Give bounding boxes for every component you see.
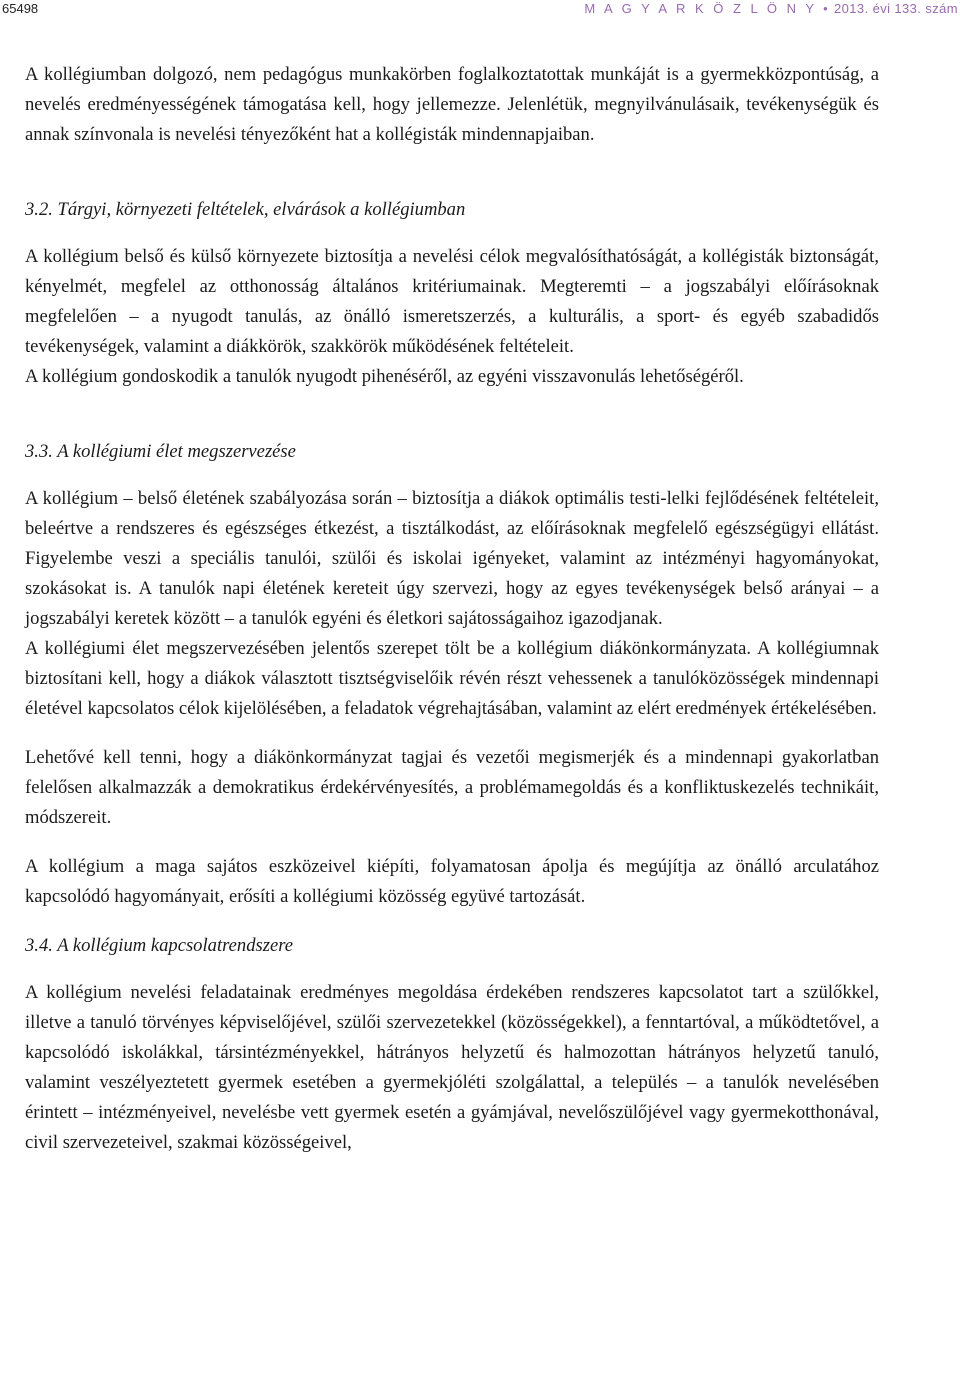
section-3-2-paragraph: A kollégium gondoskodik a tanulók nyugodt pihenéséről, az egyéni visszavonulás lehetőségéről. — [25, 366, 744, 387]
document-body — [25, 60, 879, 1158]
section-heading-3-2: 3.2. Tárgyi, környezeti feltételek, elvárások a kollégiumban — [25, 199, 466, 220]
section-3-3-paragraph: A kollégiumi élet megszervezésében jelentős szerepet tölt be a kollégium diákönkormányzata. A kollégiumnak biztosítani kell, hogy a diákok választott tisztségviselőik révén részt vehessenek a tanulóközösségek mindennapi életével kapcsolatos célok kijelölésében, a feladatok végrehajtásában, valamint az elért eredmények értékelésében. — [25, 638, 879, 719]
section-3-4-paragraph: A kollégium nevelési feladatainak eredményes megoldása érdekében rendszeres kapcsolatot tart a szülőkkel, illetve a tanuló törvényes képviselőjével, szülői szervezetekkel (közösségekkel), a fenntartóval, a működtetővel, a kapcsolódó iskolákkal, társintézményekkel, hátrányos helyzetű és halmozottan hátrányos helyzetű tanuló, valamint veszélyeztetett gyermek esetében a gyermekjóléti szolgálattal, a település – a tanulók nevelésében érintett – intézményeivel, nevelésbe vett gyermek esetén a gyámjával, nevelőszülőjével vagy gyermekotthonával, civil szervezeteivel, szakmai közösségeivel, — [25, 982, 879, 1153]
page-number: 65498 — [2, 1, 39, 16]
separator-bullet: • — [823, 1, 829, 16]
section-3-3-paragraph: A kollégium a maga sajátos eszközeivel kiépíti, folyamatosan ápolja és megújítja az önálló arculatához kapcsolódó hagyományait, erősíti a kollégiumi közösség együvé tartozását. — [25, 856, 879, 907]
issue-label: 2013. évi 133. szám — [834, 1, 958, 16]
section-heading-3-3: 3.3. A kollégiumi élet megszervezése — [25, 441, 296, 462]
section-3-3-paragraph: A kollégium – belső életének szabályozása során – biztosítja a diákok optimális testi-lelki fejlődésének feltételeit, beleértve a rendszeres és egészséges étkezést, a tisztálkodást, az előírásoknak megfelelő egészségügyi ellátást. Figyelembe veszi a speciális tanulói, szülői és iskolai igényeket, valamint az intézményi hagyományokat, szokásokat is. A tanulók napi életének kereteit úgy szervezi, hogy az egyes tevékenységek belső arányai – a jogszabályi keretek között – a tanulók egyéni és életkori sajátosságaihoz igazodjanak. — [25, 488, 879, 629]
section-heading-3-4: 3.4. A kollégium kapcsolatrendszere — [25, 935, 294, 956]
publication-title: M A G Y A R K Ö Z L Ö N Y — [584, 1, 818, 16]
running-head — [584, 1, 958, 16]
section-3-3-paragraph: Lehetővé kell tenni, hogy a diákönkormányzat tagjai és vezetői megismerjék és a mindennapi gyakorlatban felelősen alkalmazzák a demokratikus érdekérvényesítés, a problémamegoldás és a konfliktuskezelés technikáit, módszereit. — [25, 747, 879, 828]
page-header — [0, 0, 960, 20]
intro-paragraph: A kollégiumban dolgozó, nem pedagógus munkakörben foglalkoztatottak munkáját is a gyermekközpontúság, a nevelés eredményességének támogatása kell, hogy jellemezze. Jelenlétük, megnyilvánulásaik, tevékenységük és annak színvonala is nevelési tényezőként hat a kollégisták mindennapjaiban. — [25, 64, 879, 145]
section-3-2-paragraph: A kollégium belső és külső környezete biztosítja a nevelési célok megvalósíthatóságát, a kollégisták biztonságát, kényelmét, megfelel az otthonosság általános kritériumainak. Megteremti – a jogszabályi előírásoknak megfelelően – a nyugodt tanulás, az önálló ismeretszerzés, a kulturális, a sport- és egyéb szabadidős tevékenységek, valamint a diákkörök, szakkörök működésének feltételeit. — [25, 246, 879, 357]
